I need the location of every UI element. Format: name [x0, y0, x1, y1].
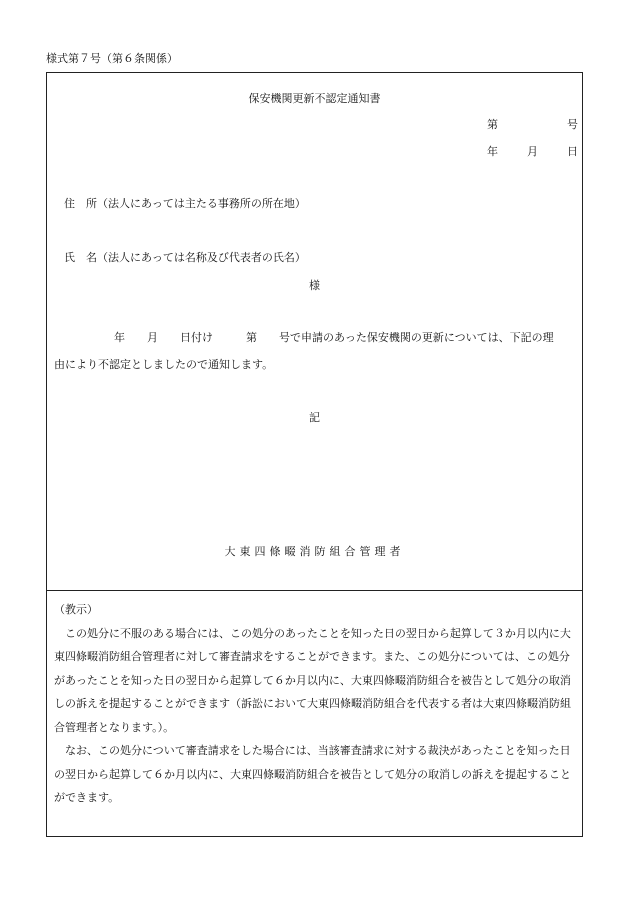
issuer-name: 大東四條畷消防組合管理者	[224, 545, 405, 558]
body-text-line-2: 由により不認定としましたので通知します。	[54, 358, 274, 371]
ki-heading: 記	[309, 411, 320, 424]
appeal-notice	[54, 598, 576, 810]
recipient-name-label: 氏 名（法人にあっては名称及び代表者の氏名）	[64, 251, 306, 264]
document-number-suffix: 号	[567, 118, 578, 131]
notice-heading: （教示）	[54, 603, 98, 616]
date-year: 年	[487, 145, 498, 158]
document-frame	[46, 72, 583, 837]
document-number-prefix: 第	[487, 118, 498, 131]
date-day: 日	[567, 145, 578, 158]
body-text-line-1: 年 月 日付け 第 号で申請のあった保安機関の更新については、下記の理	[114, 331, 554, 344]
section-divider	[47, 590, 582, 591]
honorific: 様	[309, 279, 320, 292]
notice-paragraph-1: この処分に不服のある場合には、この処分のあったことを知った日の翌日から起算して３か月以内に大東四條畷消防組合管理者に対して審査請求をすることができます。また、この処分については、この処分があったことを知った日の翌日から起算して６か月以内に、大東四條畷消防組合を被告として処分の取消しの訴えを提起することができます（訴訟において大東四條畷消防組合を代表する者は大東四條畷消防組合管理者となります。）。	[54, 626, 571, 734]
issue-date	[487, 143, 578, 159]
notice-paragraph-2: なお、この処分について審査請求をした場合には、当該審査請求に対する裁決があったことを知った日の翌日から起算して６か月以内に、大東四條畷消防組合を被告として処分の取消しの訴えを提起することができます。	[54, 744, 571, 804]
form-number: 様式第７号（第６条関係）	[46, 52, 178, 65]
document-title: 保安機関更新不認定通知書	[248, 92, 381, 105]
recipient-address-label: 住 所（法人にあっては主たる事務所の所在地）	[64, 197, 306, 210]
date-month: 月	[527, 145, 538, 158]
document-number	[487, 116, 578, 132]
